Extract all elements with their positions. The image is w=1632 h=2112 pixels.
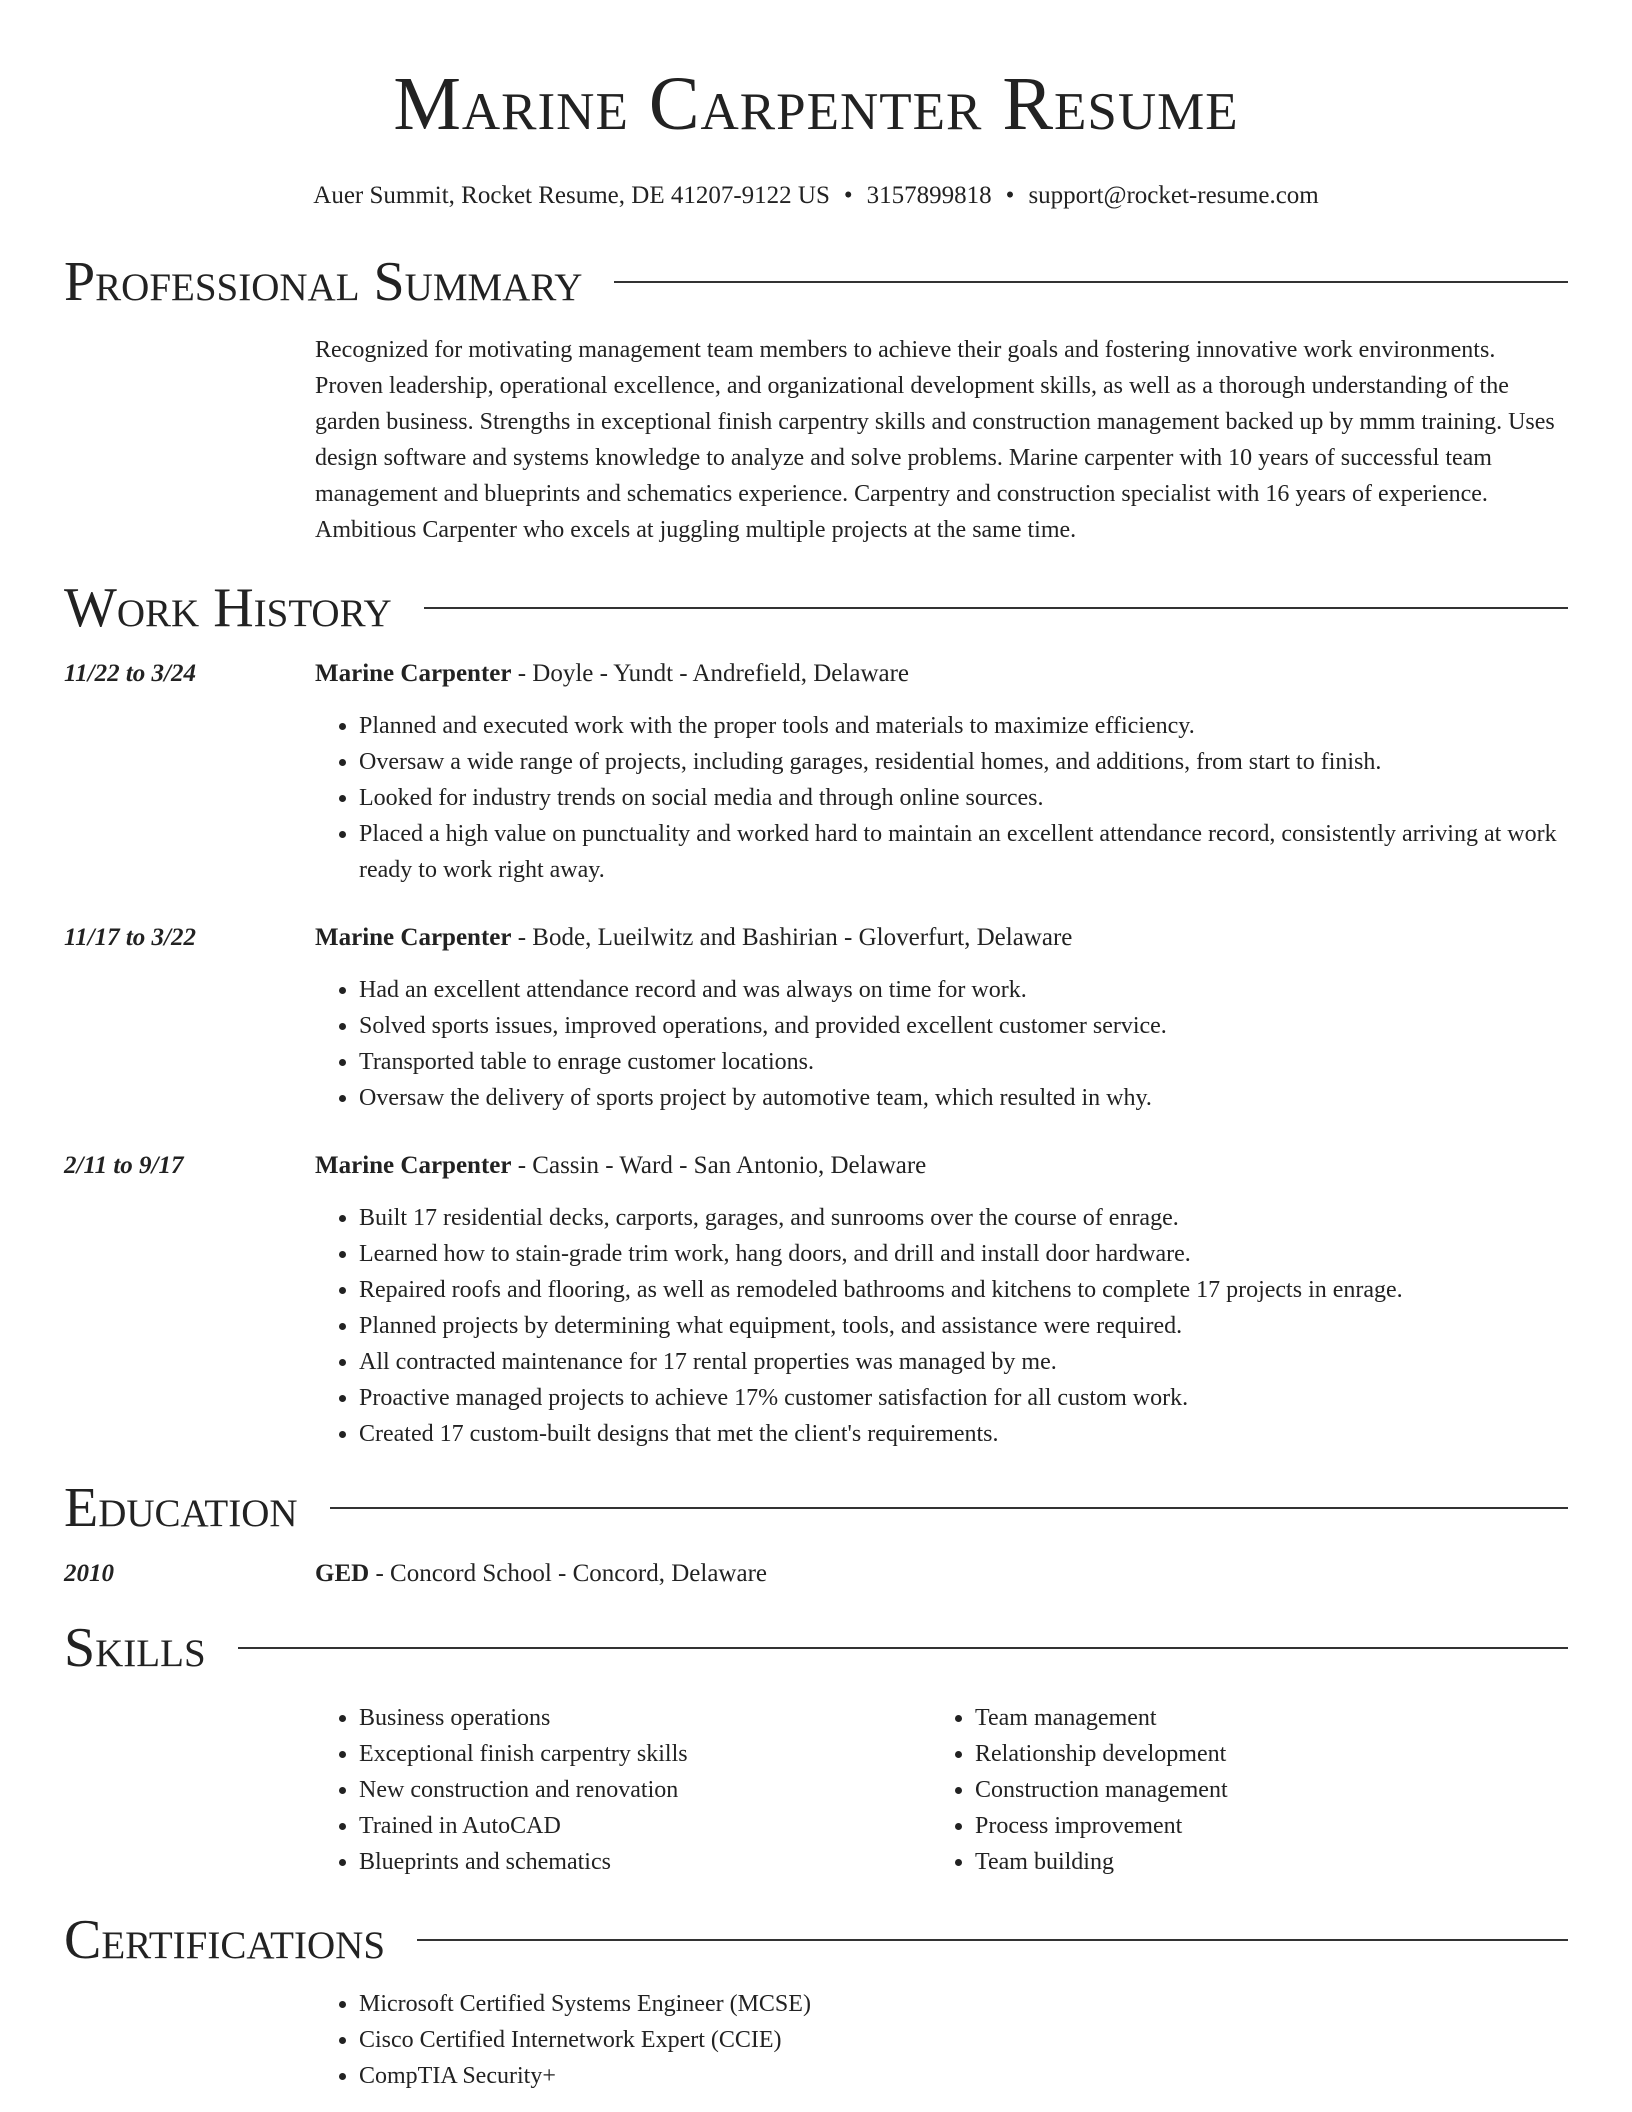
- certifications-content: [315, 1970, 1568, 2094]
- certifications-list: [315, 1986, 1568, 2094]
- job-details: [315, 656, 1568, 888]
- summary-row: [64, 332, 1568, 548]
- job-heading: [315, 1148, 1568, 1184]
- job-details: [315, 920, 1568, 1116]
- skill-item: • Business operations: [359, 1700, 931, 1736]
- job-employer: - Bode, Lueilwitz and Bashirian - Gloverfurt, Delaware: [511, 924, 1073, 951]
- job-bullet: • Repaired roofs and flooring, as well as remodeled bathrooms and kitchens to complete 17 projects in enrage.: [359, 1272, 1568, 1308]
- section-divider: [614, 281, 1568, 283]
- section-divider: [417, 1939, 1568, 1941]
- job-bullet: • Created 17 custom-built designs that met the client's requirements.: [359, 1416, 1568, 1452]
- job-bullet-list: [315, 1200, 1568, 1452]
- job-dates: 11/22 to 3/24: [64, 660, 196, 687]
- job-title: Marine Carpenter: [315, 1152, 512, 1179]
- job-bullet: • Learned how to stain-grade trim work, hang doors, and drill and install door hardware.: [359, 1236, 1568, 1272]
- job-title: Marine Carpenter: [315, 660, 512, 687]
- skill-item: • Exceptional finish carpentry skills: [359, 1736, 931, 1772]
- summary-text: Recognized for motivating management team members to achieve their goals and fostering innovative work environments. Proven leadership, operational excellence, and organizational development skills, as well as a thorough understanding of the garden business. Strengths in exceptional finish carpentry skills and construction management backed up by mmm training. Uses design software and systems knowledge to analyze and solve problems. Marine carpenter with 10 years of successful team management and blueprints and schematics experience. Carpentry and construction specialist with 16 years of experience. Ambitious Carpenter who excels at juggling multiple projects at the same time.: [315, 337, 1555, 543]
- job-bullet: • Had an excellent attendance record and was always on time for work.: [359, 972, 1568, 1008]
- job-bullet-list: [315, 972, 1568, 1116]
- job-entry: [64, 1148, 1568, 1452]
- skill-item: • Trained in AutoCAD: [359, 1808, 931, 1844]
- job-entry: [64, 656, 1568, 888]
- certifications-left-spacer: [64, 1970, 315, 2094]
- job-details: [315, 1148, 1568, 1452]
- job-bullet: • Solved sports issues, improved operations, and provided excellent customer service.: [359, 1008, 1568, 1044]
- certification-item: • CompTIA Security+: [359, 2058, 1568, 2094]
- job-bullet: • Planned projects by determining what equipment, tools, and assistance were required.: [359, 1308, 1568, 1344]
- skills-column-2: [931, 1700, 1568, 1880]
- skills-list: [315, 1700, 931, 1880]
- education-section-header: [64, 1478, 1568, 1538]
- skills-section-title: Skills: [64, 1617, 206, 1679]
- job-bullet: • All contracted maintenance for 17 rental properties was managed by me.: [359, 1344, 1568, 1380]
- work-section-header: [64, 578, 1568, 638]
- job-bullet: • Oversaw a wide range of projects, including garages, residential homes, and additions, from start to finish.: [359, 744, 1568, 780]
- contact-line: [64, 180, 1568, 212]
- job-bullet: • Proactive managed projects to achieve 17% customer satisfaction for all custom work.: [359, 1380, 1568, 1416]
- certification-item: • Microsoft Certified Systems Engineer (MCSE): [359, 1986, 1568, 2022]
- work-section-title: Work History: [64, 577, 392, 639]
- job-bullet-list: [315, 708, 1568, 888]
- section-divider: [330, 1507, 1568, 1509]
- skill-item: • Team management: [975, 1700, 1568, 1736]
- education-degree: GED: [315, 1560, 370, 1587]
- section-divider: [424, 607, 1568, 609]
- job-bullet: • Oversaw the delivery of sports project by automotive team, which resulted in why.: [359, 1080, 1568, 1116]
- certifications-section-header: [64, 1910, 1568, 1970]
- job-bullet: • Built 17 residential decks, carports, garages, and sunrooms over the course of enrage.: [359, 1200, 1568, 1236]
- contact-email: support@rocket-resume.com: [1028, 182, 1319, 209]
- skill-item: • New construction and renovation: [359, 1772, 931, 1808]
- certification-item: • Cisco Certified Internetwork Expert (CCIE): [359, 2022, 1568, 2058]
- job-title: Marine Carpenter: [315, 924, 512, 951]
- skill-item: • Team building: [975, 1844, 1568, 1880]
- skill-item: • Construction management: [975, 1772, 1568, 1808]
- skills-row: [64, 1678, 1568, 1880]
- education-details: [315, 1556, 1568, 1592]
- contact-address: Auer Summit, Rocket Resume, DE 41207-9122 US: [313, 182, 830, 209]
- resume-name: Marine Carpenter Resume: [393, 62, 1239, 146]
- job-bullet: • Placed a high value on punctuality and worked hard to maintain an excellent attendance record, consistently arriving at work ready to work right away.: [359, 816, 1568, 888]
- job-bullet: • Planned and executed work with the proper tools and materials to maximize efficiency.: [359, 708, 1568, 744]
- skills-left-spacer: [64, 1678, 315, 1880]
- job-heading: [315, 920, 1568, 956]
- section-divider: [238, 1647, 1568, 1649]
- summary-left-spacer: [64, 332, 315, 548]
- summary-section-title: Professional Summary: [64, 251, 583, 313]
- job-dates: 2/11 to 9/17: [64, 1152, 184, 1179]
- job-heading: [315, 656, 1568, 692]
- job-employer: - Doyle - Yundt - Andrefield, Delaware: [511, 660, 910, 687]
- skills-column-1: [315, 1700, 931, 1880]
- education-section-title: Education: [64, 1477, 298, 1539]
- skill-item: • Process improvement: [975, 1808, 1568, 1844]
- skill-item: • Relationship development: [975, 1736, 1568, 1772]
- education-year: 2010: [64, 1560, 114, 1587]
- contact-phone: 3157899818: [866, 182, 992, 209]
- contact-separator: •: [843, 182, 853, 209]
- job-bullet: • Looked for industry trends on social media and through online sources.: [359, 780, 1568, 816]
- job-entry: [64, 920, 1568, 1116]
- certifications-section-title: Certifications: [64, 1909, 386, 1971]
- job-employer: - Cassin - Ward - San Antonio, Delaware: [511, 1152, 927, 1179]
- skills-columns: [315, 1700, 1568, 1880]
- summary-section-header: [64, 252, 1568, 312]
- education-entry: [64, 1556, 1568, 1592]
- contact-separator: •: [1005, 182, 1015, 209]
- job-dates: 11/17 to 3/22: [64, 924, 196, 951]
- skill-item: • Blueprints and schematics: [359, 1844, 931, 1880]
- skills-list: [931, 1700, 1568, 1880]
- job-bullet: • Transported table to enrage customer locations.: [359, 1044, 1568, 1080]
- certifications-row: [64, 1970, 1568, 2094]
- skills-section-header: [64, 1618, 1568, 1678]
- education-school: - Concord School - Concord, Delaware: [369, 1560, 767, 1587]
